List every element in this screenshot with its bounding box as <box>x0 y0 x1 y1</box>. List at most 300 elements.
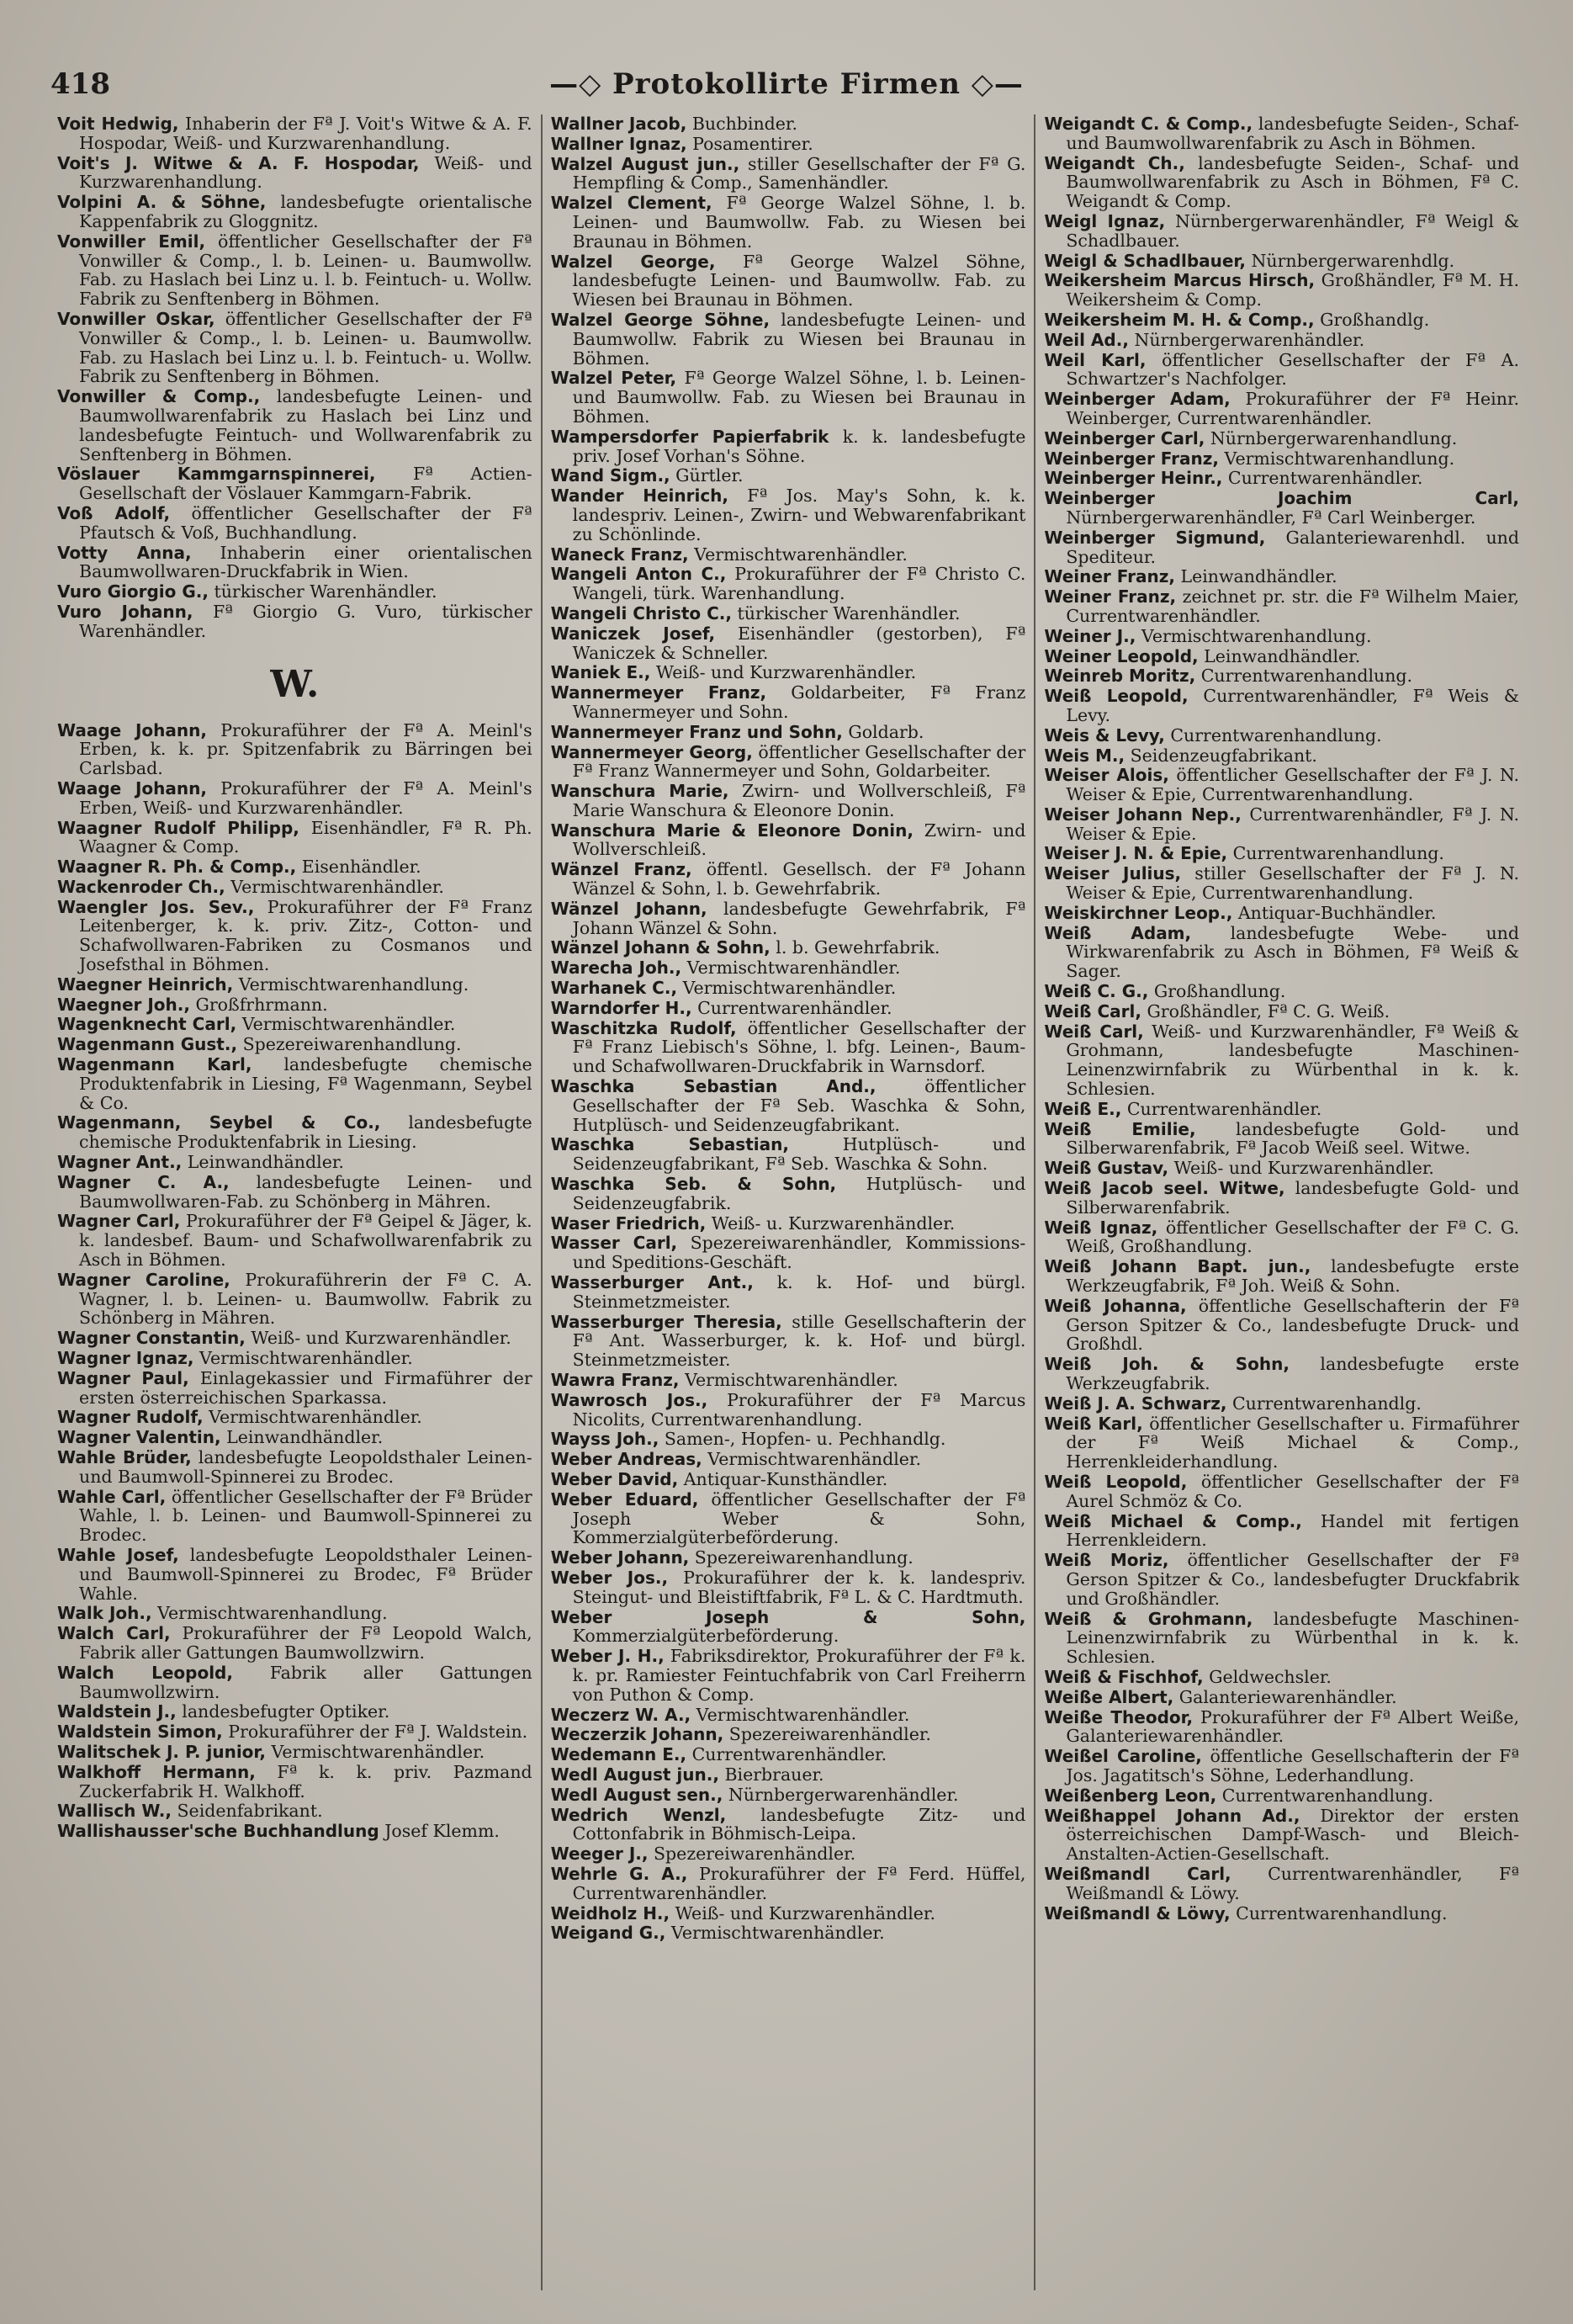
firm-name: Wallner Ignaz, <box>550 133 687 154</box>
directory-entry <box>57 1722 532 1742</box>
firm-name: Walzel George, <box>550 251 716 272</box>
firm-name: Weczerzik Johann, <box>550 1724 724 1745</box>
firm-description: türkischer Warenhändler. <box>208 581 437 602</box>
firm-name: Wangeli Anton C., <box>550 564 727 585</box>
firm-name: Weber Andreas, <box>550 1449 702 1470</box>
firm-name: Wallishausser'sche Buchhandlung <box>57 1821 379 1842</box>
directory-entry <box>551 466 1026 485</box>
firm-description: Currentwarenhandlung. <box>1195 666 1413 687</box>
directory-entry <box>57 1822 532 1841</box>
firm-name: Weikersheim Marcus Hirsch, <box>1044 270 1316 291</box>
directory-entry <box>57 857 532 877</box>
firm-name: Weber Joseph & Sohn, <box>550 1606 1026 1627</box>
directory-entry <box>57 464 532 503</box>
directory-entry <box>1044 766 1519 804</box>
firm-description: landesbefugte Gold- und Silberwarenfabrik. <box>1066 1178 1520 1218</box>
firm-description: öffentlicher Gesellschafter der Fª Vonwiller & Comp., l. b. Leinen- u. Baumwollw. Fab. zu Haslach bei Linz u. l. b. Feintuch- u. Wollw. Fabrik zu Senftenberg in Böhmen. <box>79 308 532 387</box>
firm-name: Weiß Emilie, <box>1044 1118 1196 1139</box>
firm-name: Weiß Carl, <box>1044 1000 1141 1021</box>
directory-entry <box>57 878 532 897</box>
directory-entry <box>57 1035 532 1054</box>
firm-description: k. k. landesbefugte priv. Josef Vorhan's Söhne. <box>572 426 1026 466</box>
directory-entry <box>57 1448 532 1487</box>
directory-entry <box>57 387 532 464</box>
firm-description: landesbefugte Leinen- und Baumwollwarenfabrik zu Haslach bei Linz und landesbefugte Feintuch- und Wollwarenfabrik zu Senftenberg in Böhmen. <box>79 386 532 464</box>
firm-description: stiller Gesellschafter der Fª G. Hempfling & Comp., Samenhändler. <box>572 153 1026 194</box>
firm-description: Inhaberin der Fª J. Voit's Witwe & A. F. Hospodar, Weiß- und Kurzwarenhandlung. <box>79 114 532 153</box>
firm-name: Weiß Johann Bapt. jun., <box>1044 1256 1311 1277</box>
firm-name: Wawrosch Jos., <box>550 1389 708 1410</box>
directory-entry <box>57 1604 532 1623</box>
firm-description: landesbefugte Leopoldsthaler Leinen- und Baumwoll-Spinnerei zu Brodec, Fª Brüder Wahle. <box>79 1544 532 1604</box>
firm-description: Buchbinder. <box>686 114 797 134</box>
firm-name: Waage Johann, <box>57 719 207 740</box>
firm-description: Currentwarenhändler. <box>1222 468 1423 489</box>
firm-description: Fª Jos. May's Sohn, k. k. landespriv. Leinen-, Zwirn- und Webwarenfabrikant zu Schönlinde. <box>572 485 1026 544</box>
directory-entry <box>551 1450 1026 1469</box>
firm-description: öffentlicher Gesellschafter der Fª Gerson Spitzer & Co., landesbefugter Druckfabrik und Großhändler. <box>1066 1550 1520 1609</box>
firm-description: Currentwarenhändler, Fª Weis & Levy. <box>1066 686 1520 725</box>
firm-name: Wehrle G. A., <box>550 1863 688 1884</box>
firm-name: Weiser Julius, <box>1044 863 1182 884</box>
firm-description: Vermischtwarenhändler. <box>236 1014 456 1035</box>
firm-name: Wampersdorfer Papierfabrik <box>550 426 829 447</box>
directory-entry <box>57 721 532 778</box>
firm-description: öffentliche Gesellschafterin der Fª Jos. Jagatitsch's Söhne, Lederhandlung. <box>1066 1746 1519 1785</box>
firm-name: Weiß & Fischhof, <box>1044 1666 1204 1687</box>
firm-description: landesbefugte Seiden-, Schaf- und Baumwollwarenfabrik zu Asch in Böhmen. <box>1066 114 1520 153</box>
firm-name: Wänzel Johann, <box>550 898 707 919</box>
firm-description: Prokuraführer der Fª J. Waldstein. <box>222 1722 528 1743</box>
directory-entry <box>1044 1688 1519 1707</box>
firm-description: Nürnbergerwarenhändler. <box>1128 329 1365 350</box>
firm-name: Waegner Joh., <box>57 994 190 1015</box>
directory-entry <box>551 155 1026 194</box>
firm-name: Weiß Adam, <box>1044 922 1192 943</box>
firm-description: Nürnbergerwarenhdlg. <box>1245 250 1455 271</box>
firm-name: Wänzel Johann & Sohn, <box>550 937 771 958</box>
firm-description: Eisenhändler (gestorben), Fª Waniczek & Schneller. <box>572 623 1026 663</box>
firm-description: öffentliche Gesellschafterin der Fª Gerson Spitzer & Co., landesbefugte Druck- und Großhdl. <box>1066 1295 1520 1355</box>
firm-name: Vöslauer Kammgarnspinnerei, <box>57 464 376 485</box>
firm-name: Weil Karl, <box>1044 349 1147 370</box>
firm-description: Currentwarenhandlung. <box>1230 1902 1448 1923</box>
firm-name: Weiner Franz, <box>1044 566 1175 587</box>
directory-entry <box>57 1428 532 1447</box>
firm-name: Wagner Ignaz, <box>57 1348 194 1369</box>
firm-name: Wahle Josef, <box>57 1544 179 1565</box>
firm-description: Nürnbergerwarenhändler, Fª Carl Weinberger. <box>1066 507 1476 528</box>
firm-name: Wagner Caroline, <box>57 1269 230 1290</box>
firm-description: Leinwandhändler. <box>220 1427 384 1448</box>
firm-description: öffentlicher Gesellschafter der Fª Franz Wannermeyer und Sohn, Goldarbeiter. <box>572 741 1026 782</box>
firm-name: Weinberger Carl, <box>1044 427 1205 448</box>
firm-name: Waschitzka Rudolf, <box>550 1017 737 1038</box>
firm-description: stille Gesellschafterin der Fª Ant. Wasserburger, k. k. Hof- und bürgl. Steinmetzmeister. <box>572 1311 1026 1371</box>
firm-description: Vermischtwarenhändler. <box>225 876 444 897</box>
firm-description: landesbefugte erste Werkzeugfabrik. <box>1066 1354 1520 1393</box>
directory-entry <box>551 1135 1026 1174</box>
firm-name: Weiner Franz, <box>1044 586 1177 608</box>
directory-entry <box>1044 1708 1519 1747</box>
directory-entry <box>551 1470 1026 1489</box>
firm-description: Prokuraführer der Fª Leopold Walch, Fabrik aller Gattungen Baumwollzwirn. <box>79 1623 532 1663</box>
column-right <box>1035 114 1528 2290</box>
directory-entry <box>57 582 532 602</box>
firm-name: Weiß C. G., <box>1044 981 1149 1002</box>
firm-name: Wand Sigm., <box>550 465 670 486</box>
firm-description: Galanteriewarenhdl. und Spediteur. <box>1066 527 1520 567</box>
directory-entry <box>1044 1297 1519 1354</box>
directory-entry <box>551 683 1026 722</box>
firm-description: Großhandlg. <box>1314 309 1430 330</box>
firm-name: Weczerz W. A., <box>550 1704 691 1725</box>
directory-entry <box>57 504 532 543</box>
directory-entry <box>551 1371 1026 1390</box>
directory-entry <box>1044 1159 1519 1178</box>
firm-name: Vuro Giorgio G., <box>57 581 209 602</box>
firm-name: Weiskirchner Leop., <box>1044 902 1233 923</box>
firm-name: Wanschura Marie, <box>550 781 729 802</box>
directory-entry <box>1044 528 1519 567</box>
firm-name: Weinberger Adam, <box>1044 389 1231 410</box>
firm-description: landesbefugte Leopoldsthaler Leinen- und Baumwoll-Spinnerei zu Brodec. <box>79 1447 532 1487</box>
firm-name: Wanschura Marie & Eleonore Donin, <box>550 820 914 841</box>
firm-description: Leinwandhändler. <box>1174 566 1337 587</box>
firm-description: Weiß- und Kurzwarenhändler. <box>650 662 917 683</box>
firm-description: landesbefugte Gewehrfabrik, Fª Johann Wänzel & Sohn. <box>572 898 1026 938</box>
firm-name: Waschka Seb. & Sohn, <box>550 1174 837 1195</box>
firm-description: Handel mit fertigen Herrenkleidern. <box>1066 1510 1520 1551</box>
firm-name: Weißmandl Carl, <box>1044 1863 1231 1884</box>
columns <box>49 114 1528 2290</box>
directory-entry <box>1044 805 1519 844</box>
firm-description: Prokuraführer der Fª Franz Leitenberger, k. k. priv. Zitz-, Cotton- und Schafwollwaren-Fabriken zu Cosmanos und Josefsthal in Böhmen. <box>79 896 532 975</box>
directory-entry <box>551 1608 1026 1647</box>
firm-name: Wagner Ant., <box>57 1152 183 1173</box>
directory-entry <box>1044 1551 1519 1608</box>
firm-name: Wedemann E., <box>550 1744 687 1765</box>
directory-entry <box>551 1785 1026 1805</box>
firm-name: Vonwiller & Comp., <box>57 386 261 407</box>
firm-name: Weigl Ignaz, <box>1044 210 1166 231</box>
directory-entry <box>57 995 532 1015</box>
firm-description: Prokuraführer der k. k. landespriv. Steingut- und Bleistiftfabrik, Fª L. & C. Hardtmuth. <box>572 1567 1026 1607</box>
firm-name: Waldstein Simon, <box>57 1722 223 1743</box>
firm-description: öffentl. Gesellsch. der Fª Johann Wänzel & Sohn, l. b. Gewehrfabrik. <box>572 859 1026 899</box>
directory-entry <box>1044 1512 1519 1551</box>
firm-name: Wagner Carl, <box>57 1211 181 1232</box>
firm-description: öffentlicher Gesellschafter der Fª Brüder Wahle, l. b. Leinen- und Baumwoll-Spinnerei zu Brodec. <box>79 1486 532 1546</box>
directory-entry <box>551 723 1026 742</box>
page-header <box>50 59 1523 109</box>
firm-name: Walzel August jun., <box>550 153 740 174</box>
firm-name: Weißmandl & Löwy, <box>1044 1902 1231 1923</box>
directory-entry <box>57 1369 532 1408</box>
firm-description: Vermischtwarenhändler. <box>691 1704 910 1725</box>
directory-entry <box>1044 331 1519 350</box>
directory-entry <box>57 898 532 974</box>
firm-description: Currentwarenhandlung. <box>1164 724 1382 745</box>
firm-name: Weeger J., <box>550 1844 649 1865</box>
firm-description: l. b. Gewehrfabrik. <box>770 937 940 958</box>
directory-entry <box>57 154 532 193</box>
firm-name: Wagner Constantin, <box>57 1328 246 1349</box>
directory-entry <box>551 604 1026 623</box>
directory-entry <box>551 114 1026 134</box>
firm-name: Walzel Peter, <box>550 368 677 389</box>
directory-entry <box>551 1548 1026 1568</box>
firm-description: Nürnbergerwarenhändler, Fª Weigl & Schadlbauer. <box>1066 210 1520 251</box>
directory-entry <box>1044 1218 1519 1257</box>
firm-description: Vermischtwarenhändler. <box>688 544 908 565</box>
directory-entry <box>57 544 532 582</box>
directory-entry <box>1044 864 1519 903</box>
directory-entry <box>1044 567 1519 586</box>
directory-entry <box>57 1055 532 1112</box>
directory-entry <box>1044 1786 1519 1806</box>
directory-entry <box>551 310 1026 368</box>
firm-name: Weber Johann, <box>550 1547 690 1568</box>
directory-entry <box>1044 469 1519 488</box>
firm-description: Weiß- und Kurzwarenhändler, Fª Weiß & Grohmann, landesbefugte Maschinen-Leinenzwirnfabrik zu Würbenthal in k. k. Schlesien. <box>1066 1021 1520 1100</box>
firm-description: Eisenhändler, Fª R. Ph. Waagner & Comp. <box>79 817 532 857</box>
firm-name: Wagner Rudolf, <box>57 1407 204 1428</box>
firm-name: Volpini A. & Söhne, <box>57 192 267 213</box>
directory-entry <box>1044 390 1519 428</box>
firm-name: Warhanek C., <box>550 978 678 999</box>
directory-entry <box>57 310 532 386</box>
firm-name: Weiser J. N. & Epie, <box>1044 843 1228 864</box>
firm-description: Fª Giorgio G. Vuro, türkischer Warenhändler. <box>79 601 532 641</box>
firm-name: Weiß Michael & Comp., <box>1044 1510 1302 1531</box>
firm-name: Walzel George Söhne, <box>550 309 771 330</box>
firm-description: Fª George Walzel Söhne, landesbefugte Leinen- und Baumwollw. Fab. zu Wiesen bei Braunau in Böhmen. <box>572 251 1026 310</box>
directory-entry <box>57 114 532 153</box>
directory-entry <box>1044 1610 1519 1667</box>
firm-description: landesbefugte Maschinen-Leinenzwirnfabrik zu Würbenthal in k. k. Schlesien. <box>1066 1608 1520 1668</box>
firm-description: Nürnbergerwarenhändler. <box>723 1784 959 1805</box>
directory-entry <box>57 779 532 818</box>
firm-name: Waneck Franz, <box>550 544 689 565</box>
directory-entry <box>1044 1394 1519 1414</box>
directory-entry <box>1044 154 1519 211</box>
firm-name: Waengler Jos. Sev., <box>57 896 255 917</box>
firm-name: Wasserburger Theresia, <box>550 1311 782 1332</box>
firm-description: landesbefugte Gold- und Silberwarenfabrik, Fª Jacob Weiß seel. Witwe. <box>1066 1118 1519 1159</box>
firm-name: Vonwiller Emil, <box>57 231 206 252</box>
directory-entry <box>1044 1022 1519 1099</box>
directory-entry <box>551 979 1026 998</box>
firm-description: Currentwarenhändler. <box>691 997 892 1018</box>
directory-entry <box>57 1408 532 1427</box>
firm-description: Vermischtwarenhandlung. <box>233 974 469 995</box>
firm-description: Fª Actien-Gesellschaft der Vöslauer Kammgarn-Fabrik. <box>79 464 532 504</box>
directory-entry <box>551 1175 1026 1213</box>
directory-entry <box>551 565 1026 603</box>
firm-description: öffentlicher Gesellschafter der Fª Pfautsch & Voß, Buchhandlung. <box>79 502 532 543</box>
firm-name: Weiß J. A. Schwarz, <box>1044 1393 1227 1414</box>
directory-entry <box>551 1214 1026 1234</box>
firm-description: landesbefugte Leinen- und Baumwollwaren-Fab. zu Schönberg in Mähren. <box>79 1171 532 1212</box>
firm-description: Vermischtwarenhändler. <box>265 1741 485 1762</box>
firm-description: Antiquar-Kunsthändler. <box>678 1468 888 1489</box>
directory-entry <box>1044 982 1519 1001</box>
firm-name: Weigand G., <box>550 1923 666 1944</box>
directory-entry <box>1044 1668 1519 1687</box>
directory-entry <box>1044 1414 1519 1472</box>
directory-entry <box>551 999 1026 1018</box>
directory-entry <box>1044 1120 1519 1159</box>
firm-description: Vermischtwarenhändler. <box>203 1407 422 1428</box>
firm-name: Weinberger Joachim Carl, <box>1044 488 1520 509</box>
firm-name: Weidholz H., <box>550 1902 670 1923</box>
firm-description: landesbefugter Optiker. <box>176 1701 390 1722</box>
firm-name: Wedrich Wenzl, <box>550 1804 727 1825</box>
firm-description: landesbefugte Seiden-, Schaf- und Baumwollwarenfabrik zu Asch in Böhmen, Fª C. Weigandt & Comp. <box>1066 152 1520 212</box>
firm-name: Wahle Carl, <box>57 1486 167 1507</box>
directory-entry <box>551 1313 1026 1370</box>
running-title: —◇ Protokollirte Firmen ◇— <box>549 67 1024 101</box>
firm-description: Leinwandhändler. <box>1198 645 1361 666</box>
firm-name: Weis & Levy, <box>1044 724 1165 745</box>
directory-entry <box>57 1743 532 1762</box>
firm-description: Weiß- u. Kurzwarenhändler. <box>706 1212 956 1234</box>
firm-name: Weiß Johanna, <box>1044 1295 1187 1316</box>
firm-description: Currentwarenhandlung. <box>1227 843 1444 864</box>
directory-entry <box>551 860 1026 899</box>
firm-name: Warndorfer H., <box>550 997 692 1018</box>
directory-entry <box>1044 666 1519 686</box>
firm-name: Waniek E., <box>550 662 651 683</box>
directory-entry <box>57 1113 532 1152</box>
firm-name: Weikersheim M. H. & Comp., <box>1044 309 1315 330</box>
firm-name: Weiß Karl, <box>1044 1413 1143 1434</box>
firm-name: Walitschek J. P. junior, <box>57 1741 266 1762</box>
firm-description: landesbefugte Leinen- und Baumwollw. Fabrik zu Wiesen bei Braunau in Böhmen. <box>572 309 1026 369</box>
directory-entry <box>551 427 1026 466</box>
directory-entry <box>57 975 532 995</box>
directory-entry <box>551 1745 1026 1764</box>
firm-description: Prokuraführer der Fª Christo C. Wangeli, türk. Warenhandlung. <box>572 564 1026 604</box>
firm-description: Currentwarenhandlung. <box>1216 1785 1434 1806</box>
firm-description: Prokuraführer der Fª A. Meinl's Erben, k. k. pr. Spitzenfabrik zu Bärringen bei Carlsbad. <box>79 719 532 779</box>
firm-name: Voit Hedwig, <box>57 114 179 134</box>
firm-description: türkischer Warenhändler. <box>731 602 961 623</box>
firm-description: Einlagekassier und Firmaführer der ersten österreichischen Sparkassa. <box>79 1367 532 1408</box>
directory-entry <box>551 1844 1026 1864</box>
firm-description: Prokuraführer der Fª Heinr. Weinberger, Currentwarenhändler. <box>1066 389 1520 428</box>
directory-entry <box>551 1706 1026 1725</box>
firm-name: Waagner Rudolf Philipp, <box>57 817 299 838</box>
firm-description: landesbefugte orientalische Kappenfabrik zu Gloggnitz. <box>79 192 532 231</box>
firm-description: Weiß- und Kurzwarenhändler. <box>245 1328 511 1349</box>
directory-entry <box>551 194 1026 251</box>
firm-name: Wasserburger Ant., <box>550 1272 754 1293</box>
directory-entry <box>1044 1904 1519 1923</box>
firm-description: Fª George Walzel Söhne, l. b. Leinen- und Baumwollw. Fab. zu Wiesen bei Braunau in Böhmen. <box>572 193 1026 252</box>
firm-name: Weiß Jacob seel. Witwe, <box>1044 1178 1285 1199</box>
directory-entry <box>1044 844 1519 863</box>
directory-entry <box>551 1019 1026 1076</box>
firm-description: Bierbrauer. <box>718 1764 824 1785</box>
firm-description: landesbefugte chemische Produktenfabrik in Liesing. <box>79 1112 532 1153</box>
firm-name: Weißel Caroline, <box>1044 1746 1202 1767</box>
directory-entry <box>1044 1355 1519 1393</box>
directory-entry <box>57 1271 532 1328</box>
firm-name: Wannermeyer Franz, <box>550 682 767 703</box>
firm-name: Vonwiller Oskar, <box>57 308 215 329</box>
directory-entry <box>57 1624 532 1663</box>
firm-description: Vermischtwarenhändler. <box>702 1449 921 1470</box>
firm-description: Vermischtwarenhändler. <box>677 978 897 999</box>
directory-entry <box>57 1763 532 1801</box>
firm-description: Vermischtwarenhandlung. <box>1136 625 1372 646</box>
firm-description: Prokuraführer der Fª A. Meinl's Erben, Weiß- und Kurzwarenhändler. <box>79 777 532 818</box>
firm-name: Waser Friedrich, <box>550 1212 707 1234</box>
firm-description: öffentlicher Gesellschafter der Fª Joseph Weber & Sohn, Kommerzialgüterbeförderung. <box>572 1488 1026 1548</box>
firm-name: Wannermeyer Georg, <box>550 741 753 762</box>
directory-entry <box>551 1865 1026 1903</box>
firm-description: Spezereiwarenhändler, Kommissions- und Speditions-Geschäft. <box>572 1233 1026 1273</box>
directory-entry <box>551 958 1026 978</box>
directory-entry <box>1044 310 1519 330</box>
firm-name: Weiß Ignaz, <box>1044 1217 1158 1238</box>
firm-name: Wagenmann Karl, <box>57 1054 252 1075</box>
firm-description: Fabriksdirektor, Prokuraführer der Fª k. k. pr. Ramiester Feintuchfabrik von Carl Freiherrn von Puthon & Comp. <box>572 1646 1026 1705</box>
directory-entry <box>57 1173 532 1212</box>
firm-description: Vermischtwarenhändler. <box>193 1348 413 1369</box>
firm-description: Eisenhändler. <box>296 857 421 878</box>
firm-name: Wedl August sen., <box>550 1784 723 1805</box>
firm-name: Wagner Valentin, <box>57 1427 221 1448</box>
firm-description: öffentlicher Gesellschafter der Fª A. Schwartzer's Nachfolger. <box>1066 349 1519 390</box>
directory-entry <box>1044 687 1519 725</box>
firm-name: Weinberger Franz, <box>1044 448 1220 469</box>
directory-entry <box>551 899 1026 938</box>
firm-name: Weiß Leopold, <box>1044 686 1189 707</box>
firm-name: Wackenroder Ch., <box>57 876 225 897</box>
firm-name: Waldstein J., <box>57 1701 177 1722</box>
directory-entry <box>1044 587 1519 626</box>
directory-entry <box>57 1801 532 1821</box>
directory-entry <box>57 193 532 231</box>
firm-name: Wagner C. A., <box>57 1171 230 1192</box>
firm-name: Voit's J. Witwe & A. F. Hospodar, <box>57 152 420 173</box>
firm-name: Weber J. H., <box>550 1646 665 1667</box>
firm-description: öffentlicher Gesellschafter der Fª J. N. Weiser & Epie, Currentwarenhandlung. <box>1066 765 1520 805</box>
firm-name: Voß Adolf, <box>57 502 171 523</box>
firm-name: Weiser Johann Nep., <box>1044 804 1242 825</box>
firm-description: k. k. Hof- und bürgl. Steinmetzmeister. <box>572 1272 1026 1312</box>
firm-description: öffentlicher Gesellschafter der Fª C. G. Weiß, Großhandlung. <box>1066 1217 1519 1257</box>
directory-entry <box>551 1430 1026 1449</box>
firm-name: Weiß Moriz, <box>1044 1550 1169 1571</box>
firm-description: Großfrhrmann. <box>189 994 328 1015</box>
directory-entry <box>551 1647 1026 1704</box>
directory-entry <box>57 1015 532 1034</box>
directory-entry <box>1044 489 1519 528</box>
firm-name: Wänzel Franz, <box>550 859 692 880</box>
section-letter: W. <box>270 662 320 706</box>
firm-description: Spezereiwarenhandlung. <box>237 1034 462 1055</box>
firm-name: Weiß Carl, <box>1044 1021 1144 1042</box>
directory-entry <box>1044 746 1519 766</box>
directory-entry <box>1044 1807 1519 1864</box>
firm-name: Wagenknecht Carl, <box>57 1014 237 1035</box>
directory-entry <box>551 663 1026 682</box>
directory-entry <box>57 1153 532 1172</box>
